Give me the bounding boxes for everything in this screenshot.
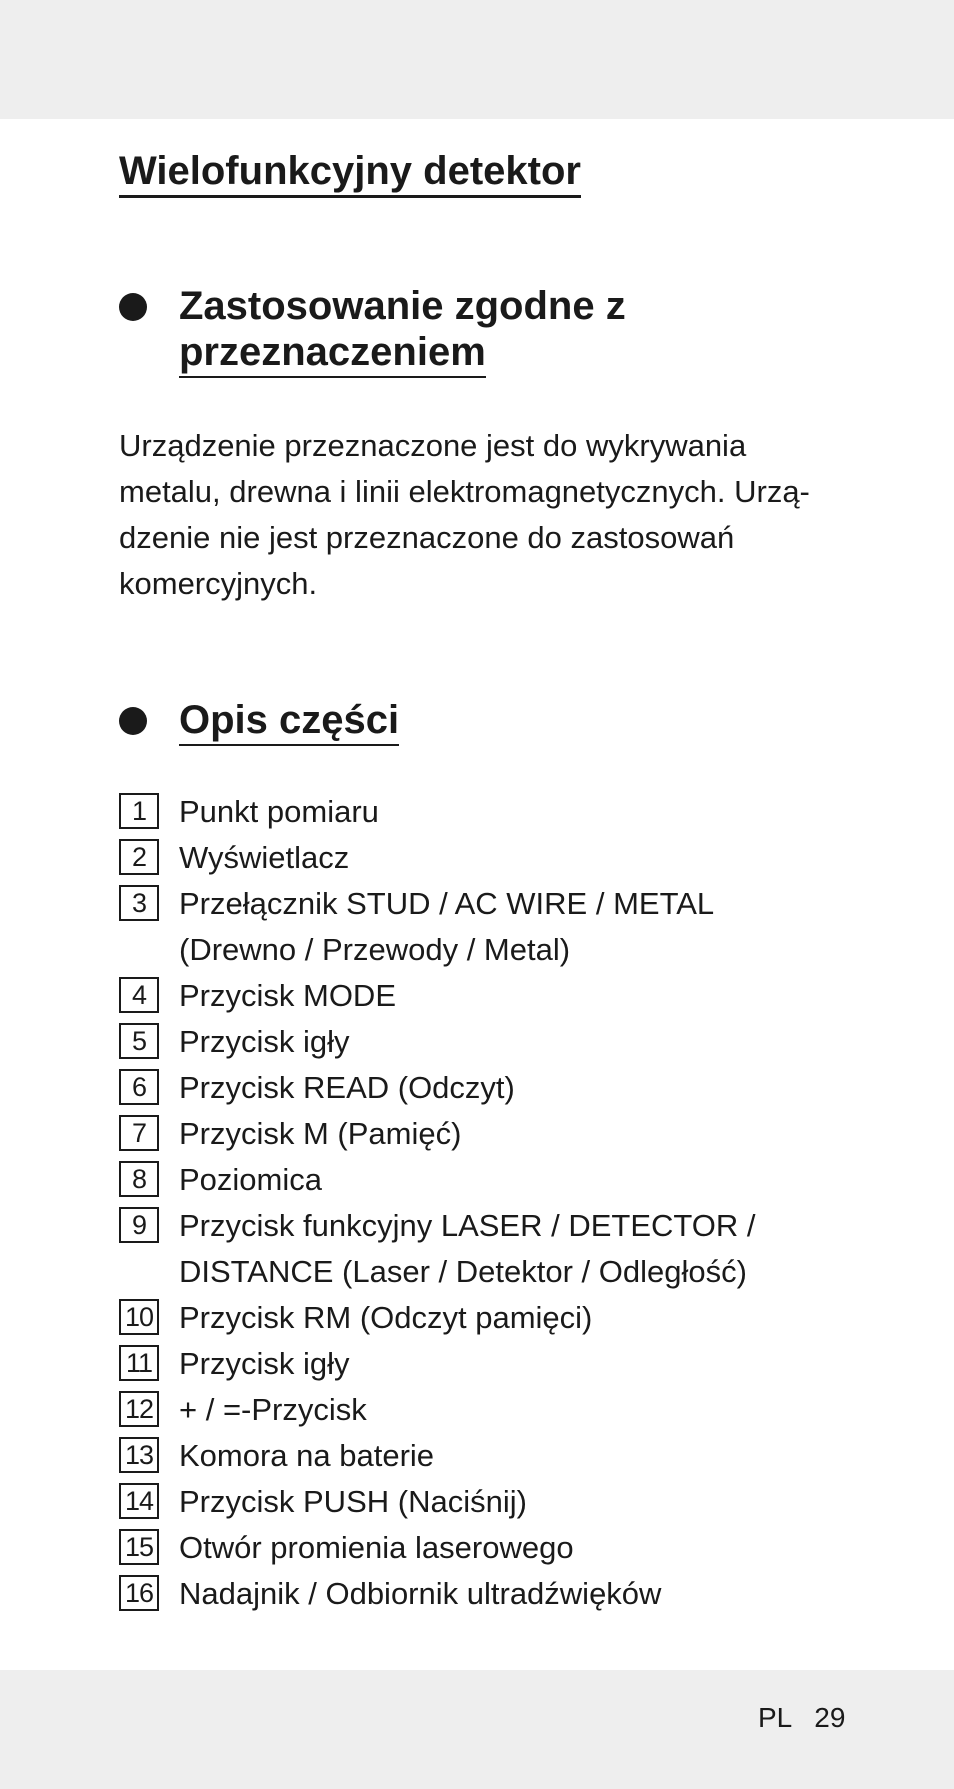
section-heading-line: przeznaczeniem bbox=[179, 330, 486, 378]
part-label: Komora na baterie bbox=[179, 1438, 435, 1473]
list-item bbox=[119, 1341, 839, 1387]
part-label: Przycisk PUSH (Naciśnij) bbox=[179, 1484, 527, 1519]
section-heading-line: Opis części bbox=[179, 698, 399, 746]
part-label: + / =-Przycisk bbox=[179, 1392, 367, 1427]
part-number-box: 10 bbox=[119, 1299, 159, 1335]
part-number-box: 2 bbox=[119, 839, 159, 875]
section-heading-line: Zastosowanie zgodne z bbox=[179, 284, 626, 328]
part-label: Przycisk igły bbox=[179, 1346, 350, 1381]
list-item bbox=[119, 1525, 839, 1571]
section-heading-intended-use bbox=[119, 283, 839, 375]
section-heading-parts bbox=[119, 697, 839, 743]
intended-use-paragraph bbox=[119, 423, 839, 607]
paragraph-line: Urządzenie przeznaczone jest do wykrywania bbox=[119, 428, 747, 463]
page-footer bbox=[758, 1698, 845, 1738]
language-code: PL bbox=[758, 1702, 793, 1733]
part-label: Przycisk funkcyjny LASER / DETECTOR / bbox=[179, 1208, 756, 1243]
part-number-box: 8 bbox=[119, 1161, 159, 1197]
part-number-box: 16 bbox=[119, 1575, 159, 1611]
list-item bbox=[119, 789, 839, 835]
list-item bbox=[119, 1065, 839, 1111]
list-item bbox=[119, 1479, 839, 1525]
part-number-box: 11 bbox=[119, 1345, 159, 1381]
part-number-box: 13 bbox=[119, 1437, 159, 1473]
part-number-box: 9 bbox=[119, 1207, 159, 1243]
list-item bbox=[119, 1019, 839, 1065]
list-item bbox=[119, 1433, 839, 1479]
part-number-box: 1 bbox=[119, 793, 159, 829]
bullet-dot-icon bbox=[119, 707, 147, 735]
bullet-dot-icon bbox=[119, 293, 147, 321]
document-title: Wielofunkcyjny detektor bbox=[119, 149, 581, 198]
part-number-box: 3 bbox=[119, 885, 159, 921]
part-number-box: 6 bbox=[119, 1069, 159, 1105]
list-item bbox=[119, 1203, 839, 1295]
list-item bbox=[119, 881, 839, 973]
page-content bbox=[119, 119, 839, 1617]
part-label: Otwór promienia laserowego bbox=[179, 1530, 574, 1565]
part-label: Przycisk MODE bbox=[179, 978, 396, 1013]
list-item bbox=[119, 1387, 839, 1433]
part-number-box: 12 bbox=[119, 1391, 159, 1427]
part-number-box: 5 bbox=[119, 1023, 159, 1059]
list-item bbox=[119, 973, 839, 1019]
part-number-box: 4 bbox=[119, 977, 159, 1013]
list-item bbox=[119, 835, 839, 881]
part-number-box: 15 bbox=[119, 1529, 159, 1565]
paragraph-line: komercyjnych. bbox=[119, 566, 318, 601]
part-label-continuation: DISTANCE (Laser / Detektor / Odległość) bbox=[179, 1254, 747, 1289]
list-item bbox=[119, 1111, 839, 1157]
part-label: Przełącznik STUD / AC WIRE / METAL bbox=[179, 886, 715, 921]
part-label: Przycisk READ (Odczyt) bbox=[179, 1070, 515, 1105]
paragraph-line: metalu, drewna i linii elektromagnetycznych. Urzą- bbox=[119, 474, 810, 509]
part-label: Przycisk igły bbox=[179, 1024, 350, 1059]
part-label: Przycisk RM (Odczyt pamięci) bbox=[179, 1300, 593, 1335]
part-label: Nadajnik / Odbiornik ultradźwięków bbox=[179, 1576, 662, 1611]
part-label-continuation: (Drewno / Przewody / Metal) bbox=[179, 932, 571, 967]
part-label: Wyświetlacz bbox=[179, 840, 350, 875]
paragraph-line: dzenie nie jest przeznaczone do zastosowań bbox=[119, 520, 735, 555]
list-item bbox=[119, 1571, 839, 1617]
part-number-box: 14 bbox=[119, 1483, 159, 1519]
page-number: 29 bbox=[814, 1702, 846, 1733]
part-label: Punkt pomiaru bbox=[179, 794, 379, 829]
list-item bbox=[119, 1157, 839, 1203]
part-number-box: 7 bbox=[119, 1115, 159, 1151]
part-label: Przycisk M (Pamięć) bbox=[179, 1116, 462, 1151]
top-margin-band bbox=[0, 0, 954, 119]
list-item bbox=[119, 1295, 839, 1341]
part-label: Poziomica bbox=[179, 1162, 322, 1197]
parts-list bbox=[119, 789, 839, 1617]
